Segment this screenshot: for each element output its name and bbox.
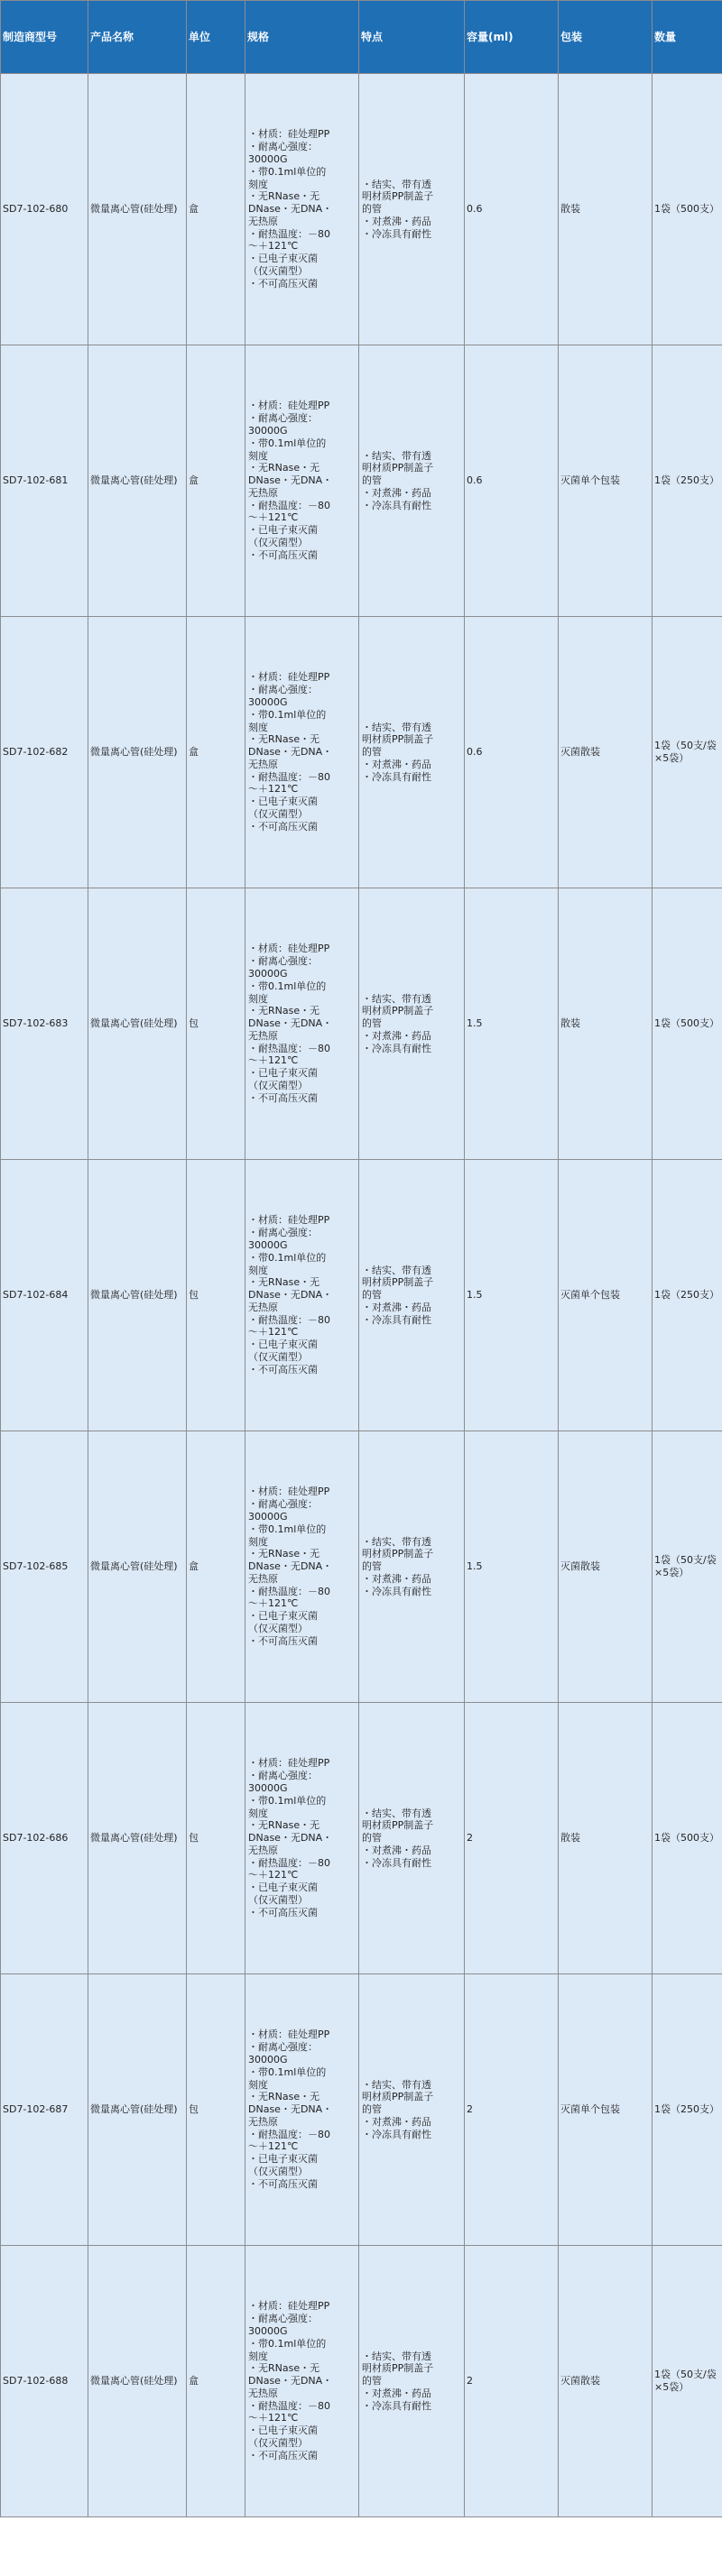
cell-unit: 包 [187, 1974, 245, 2246]
cell-model: SD7-102-684 [1, 1160, 88, 1431]
spec-line: ～＋121℃ [248, 240, 299, 253]
table-row [1, 1974, 722, 2246]
spec-line: ・无RNase・无 [248, 1005, 320, 1017]
spec-line: ・材质：硅处理PP [248, 2029, 330, 2041]
cell-spec [245, 617, 359, 888]
cell-model: SD7-102-687 [1, 1974, 88, 2246]
feature-lines [361, 1808, 462, 1870]
header-unit: 单位 [187, 1, 245, 74]
spec-line: 无热原 [248, 1029, 278, 1042]
spec-line: ・耐离心强度： [248, 412, 318, 425]
feature-line: 的管 [362, 1017, 382, 1030]
feature-line: ・冷冻具有耐性 [362, 1313, 431, 1326]
feature-line: 的管 [362, 1560, 382, 1573]
cell-packing: 灭菌散装 [559, 1431, 653, 1703]
feature-line: ・冷冻具有耐性 [362, 1585, 431, 1597]
table-body [1, 74, 722, 2517]
cell-capacity: 0.6 [465, 74, 559, 345]
cell-capacity: 2 [465, 2246, 559, 2517]
cell-unit: 盒 [187, 345, 245, 617]
cell-feature [359, 617, 465, 888]
cell-feature [359, 1974, 465, 2246]
feature-line: ・结实、带有透 [362, 2078, 431, 2091]
table-row [1, 1703, 722, 1974]
spec-line: ～＋121℃ [248, 2412, 299, 2424]
feature-line: 明材质PP制盖子 [362, 1819, 434, 1832]
cell-quantity: 1袋（250支） [653, 345, 722, 617]
feature-line: ・对煮沸・药品 [362, 215, 431, 227]
spec-line: （仅灭菌型） [248, 1623, 308, 1635]
spec-lines [247, 943, 356, 1104]
spec-line: 无热原 [248, 215, 278, 227]
feature-line: 的管 [362, 1289, 382, 1302]
spec-line: ・不可高压灭菌 [248, 1634, 318, 1647]
spec-line: 30000G [248, 1781, 288, 1794]
spec-line: ・带0.1ml单位的 [248, 1251, 327, 1264]
spec-lines [247, 1486, 356, 1647]
cell-spec [245, 74, 359, 345]
spec-line: ・耐离心强度： [248, 1498, 318, 1511]
spec-line: ・无RNase・无 [248, 1819, 320, 1832]
spec-line: ～＋121℃ [248, 511, 299, 524]
spec-line: ～＋121℃ [248, 1597, 299, 1610]
spec-line: ・耐热温度：－80 [248, 1042, 330, 1054]
feature-lines [361, 1265, 462, 1327]
spec-line: ・材质：硅处理PP [248, 943, 330, 955]
spec-line: ～＋121℃ [248, 1869, 299, 1881]
feature-line: ・对煮沸・药品 [362, 2387, 431, 2399]
spec-line: DNase・无DNA・ [248, 1289, 333, 1302]
spec-lines [247, 400, 356, 561]
cell-spec [245, 1974, 359, 2246]
cell-packing: 灭菌单个包装 [559, 1974, 653, 2246]
cell-feature [359, 1431, 465, 1703]
spec-line: ・带0.1ml单位的 [248, 1794, 327, 1807]
spec-line: DNase・无DNA・ [248, 1832, 333, 1845]
spec-line: ・不可高压灭菌 [248, 1091, 318, 1104]
spec-line: ・不可高压灭菌 [248, 1906, 318, 1918]
cell-unit: 包 [187, 1160, 245, 1431]
cell-product-name: 微量离心管(硅处理) [88, 345, 187, 617]
spec-line: ・材质：硅处理PP [248, 400, 330, 412]
feature-line: ・结实、带有透 [362, 992, 431, 1005]
cell-packing: 散装 [559, 74, 653, 345]
cell-product-name: 微量离心管(硅处理) [88, 1974, 187, 2246]
cell-feature [359, 2246, 465, 2517]
feature-line: ・冷冻具有耐性 [362, 499, 431, 511]
spec-line: ・耐热温度：－80 [248, 1856, 330, 1869]
spec-lines [247, 128, 356, 290]
cell-packing: 灭菌单个包装 [559, 345, 653, 617]
feature-line: 的管 [362, 2375, 382, 2387]
table-row [1, 1160, 722, 1431]
feature-line: ・结实、带有透 [362, 449, 431, 462]
cell-spec [245, 1703, 359, 1974]
spec-lines [247, 671, 356, 833]
feature-line: ・结实、带有透 [362, 2350, 431, 2362]
cell-capacity: 1.5 [465, 1431, 559, 1703]
spec-line: （仅灭菌型） [248, 1351, 308, 1364]
feature-line: 明材质PP制盖子 [362, 2362, 434, 2375]
cell-packing: 灭菌单个包装 [559, 1160, 653, 1431]
cell-packing: 散装 [559, 1703, 653, 1974]
cell-product-name: 微量离心管(硅处理) [88, 1431, 187, 1703]
spec-line: ・耐离心强度： [248, 141, 318, 153]
cell-model: SD7-102-685 [1, 1431, 88, 1703]
cell-packing: 散装 [559, 888, 653, 1160]
cell-model: SD7-102-682 [1, 617, 88, 888]
feature-line: 明材质PP制盖子 [362, 1548, 434, 1560]
spec-line: 30000G [248, 967, 288, 980]
spec-line: 无热原 [248, 2115, 278, 2128]
spec-line: ・无RNase・无 [248, 1276, 320, 1289]
cell-model: SD7-102-680 [1, 74, 88, 345]
feature-line: ・对煮沸・药品 [362, 1301, 431, 1313]
feature-line: ・结实、带有透 [362, 1264, 431, 1276]
feature-line: 明材质PP制盖子 [362, 190, 434, 203]
spec-line: 刻度 [248, 2350, 268, 2362]
spec-line: ・耐热温度：－80 [248, 227, 330, 240]
spec-line: 刻度 [248, 1535, 268, 1548]
spec-line: （仅灭菌型） [248, 1080, 308, 1092]
feature-line: 明材质PP制盖子 [362, 1005, 434, 1017]
cell-model: SD7-102-683 [1, 888, 88, 1160]
cell-packing: 灭菌散装 [559, 2246, 653, 2517]
spec-line: 无热原 [248, 486, 278, 499]
cell-feature [359, 74, 465, 345]
spec-line: ・已电子束灭菌 [248, 1881, 318, 1894]
cell-capacity: 0.6 [465, 345, 559, 617]
spec-line: ～＋121℃ [248, 1326, 299, 1339]
feature-line: 的管 [362, 2103, 382, 2116]
spec-line: ・带0.1ml单位的 [248, 2065, 327, 2078]
spec-line: DNase・无DNA・ [248, 1560, 333, 1573]
spec-line: DNase・无DNA・ [248, 474, 333, 487]
spec-line: 无热原 [248, 1844, 278, 1856]
spec-line: 无热原 [248, 1572, 278, 1585]
spec-line: ・材质：硅处理PP [248, 1214, 330, 1227]
spec-line: ・不可高压灭菌 [248, 2177, 318, 2190]
header-product-name: 产品名称 [88, 1, 187, 74]
spec-line: ・材质：硅处理PP [248, 1757, 330, 1770]
spec-line: ・无RNase・无 [248, 1548, 320, 1560]
cell-product-name: 微量离心管(硅处理) [88, 888, 187, 1160]
spec-line: ・耐热温度：－80 [248, 499, 330, 511]
spec-line: 无热原 [248, 1301, 278, 1313]
spec-lines [247, 1757, 356, 1918]
spec-line: ・无RNase・无 [248, 2362, 320, 2375]
feature-lines [361, 722, 462, 784]
spec-line: ・已电子束灭菌 [248, 524, 318, 537]
spec-line: 刻度 [248, 2078, 268, 2091]
spec-line: 刻度 [248, 721, 268, 733]
cell-capacity: 2 [465, 1703, 559, 1974]
spec-lines [247, 2300, 356, 2461]
feature-lines [361, 1536, 462, 1598]
cell-feature [359, 345, 465, 617]
feature-lines [361, 450, 462, 512]
header-quantity: 数量 [653, 1, 722, 74]
spec-line: ・不可高压灭菌 [248, 548, 318, 561]
spec-line: ・带0.1ml单位的 [248, 165, 327, 178]
cell-quantity: 1袋（50支/袋×5袋） [653, 617, 722, 888]
spec-line: ・无RNase・无 [248, 2091, 320, 2103]
cell-quantity: 1袋（50支/袋×5袋） [653, 2246, 722, 2517]
feature-line: ・结实、带有透 [362, 721, 431, 733]
header-row [1, 1, 722, 74]
spec-line: ・不可高压灭菌 [248, 1363, 318, 1375]
spec-line: ・带0.1ml单位的 [248, 2337, 327, 2350]
cell-feature [359, 888, 465, 1160]
feature-line: 的管 [362, 746, 382, 759]
spec-line: ・不可高压灭菌 [248, 2449, 318, 2461]
cell-unit: 盒 [187, 2246, 245, 2517]
feature-line: 明材质PP制盖子 [362, 462, 434, 474]
cell-spec [245, 2246, 359, 2517]
spec-line: ・材质：硅处理PP [248, 671, 330, 684]
feature-line: ・冷冻具有耐性 [362, 1042, 431, 1054]
table-row [1, 617, 722, 888]
spec-line: 刻度 [248, 178, 268, 190]
spec-line: 刻度 [248, 992, 268, 1005]
spec-line: ・耐离心强度： [248, 955, 318, 968]
cell-model: SD7-102-681 [1, 345, 88, 617]
spec-line: （仅灭菌型） [248, 1894, 308, 1907]
cell-quantity: 1袋（500支） [653, 1703, 722, 1974]
spec-line: ・已电子束灭菌 [248, 796, 318, 808]
header-spec: 规格 [245, 1, 359, 74]
spec-line: ・耐热温度：－80 [248, 2128, 330, 2140]
cell-quantity: 1袋（500支） [653, 888, 722, 1160]
feature-line: ・结实、带有透 [362, 178, 431, 190]
cell-quantity: 1袋（500支） [653, 74, 722, 345]
feature-line: ・冷冻具有耐性 [362, 1856, 431, 1869]
spec-line: ・已电子束灭菌 [248, 2424, 318, 2437]
spec-line: （仅灭菌型） [248, 2166, 308, 2178]
spec-line: 30000G [248, 2324, 288, 2337]
feature-lines [361, 993, 462, 1055]
spec-line: ・已电子束灭菌 [248, 1610, 318, 1623]
spec-line: 30000G [248, 1510, 288, 1523]
cell-unit: 盒 [187, 1431, 245, 1703]
feature-line: 明材质PP制盖子 [362, 733, 434, 746]
cell-product-name: 微量离心管(硅处理) [88, 74, 187, 345]
feature-line: ・对煮沸・药品 [362, 1029, 431, 1042]
spec-lines [247, 2029, 356, 2190]
table-row [1, 2246, 722, 2517]
cell-feature [359, 1160, 465, 1431]
spec-line: （仅灭菌型） [248, 2437, 308, 2450]
spec-line: 无热原 [248, 758, 278, 770]
spec-line: ・耐离心强度： [248, 2041, 318, 2054]
spec-line: ・耐离心强度： [248, 2313, 318, 2325]
feature-lines [361, 179, 462, 241]
table-row [1, 1431, 722, 1703]
spec-line: ・材质：硅处理PP [248, 1486, 330, 1498]
spec-line: ～＋121℃ [248, 783, 299, 796]
cell-spec [245, 1431, 359, 1703]
table-row [1, 345, 722, 617]
feature-line: ・对煮沸・药品 [362, 1844, 431, 1856]
spec-line: ・带0.1ml单位的 [248, 437, 327, 449]
cell-model: SD7-102-686 [1, 1703, 88, 1974]
spec-line: ・已电子束灭菌 [248, 1067, 318, 1080]
spec-line: （仅灭菌型） [248, 265, 308, 278]
spec-line: 30000G [248, 695, 288, 708]
feature-line: ・冷冻具有耐性 [362, 2399, 431, 2412]
cell-packing: 灭菌散装 [559, 617, 653, 888]
feature-line: ・对煮沸・药品 [362, 2115, 431, 2128]
spec-line: 30000G [248, 1238, 288, 1251]
cell-product-name: 微量离心管(硅处理) [88, 617, 187, 888]
spec-line: ・带0.1ml单位的 [248, 980, 327, 992]
cell-model: SD7-102-688 [1, 2246, 88, 2517]
spec-line: ・耐热温度：－80 [248, 1585, 330, 1597]
cell-unit: 盒 [187, 74, 245, 345]
feature-line: 明材质PP制盖子 [362, 1276, 434, 1289]
spec-line: 30000G [248, 424, 288, 437]
header-packing: 包装 [559, 1, 653, 74]
spec-line: ・材质：硅处理PP [248, 128, 330, 141]
header-model: 制造商型号 [1, 1, 88, 74]
spec-line: 无热原 [248, 2387, 278, 2399]
spec-line: DNase・无DNA・ [248, 746, 333, 759]
cell-product-name: 微量离心管(硅处理) [88, 1703, 187, 1974]
cell-spec [245, 888, 359, 1160]
cell-capacity: 1.5 [465, 1160, 559, 1431]
spec-line: 刻度 [248, 1264, 268, 1276]
feature-line: 明材质PP制盖子 [362, 2091, 434, 2103]
header-capacity: 容量(ml) [465, 1, 559, 74]
table-row [1, 888, 722, 1160]
cell-capacity: 1.5 [465, 888, 559, 1160]
feature-lines [361, 2079, 462, 2141]
spec-line: ・已电子束灭菌 [248, 1339, 318, 1351]
spec-line: ・带0.1ml单位的 [248, 708, 327, 721]
feature-line: 的管 [362, 1832, 382, 1845]
spec-line: DNase・无DNA・ [248, 203, 333, 216]
spec-line: ・已电子束灭菌 [248, 253, 318, 265]
cell-quantity: 1袋（50支/袋×5袋） [653, 1431, 722, 1703]
spec-line: 30000G [248, 2053, 288, 2065]
feature-line: ・冷冻具有耐性 [362, 227, 431, 240]
feature-line: ・冷冻具有耐性 [362, 770, 431, 783]
feature-line: ・对煮沸・药品 [362, 486, 431, 499]
spec-line: ・耐离心强度： [248, 1227, 318, 1239]
feature-line: ・冷冻具有耐性 [362, 2128, 431, 2140]
cell-spec [245, 1160, 359, 1431]
spec-line: 刻度 [248, 449, 268, 462]
table-row [1, 74, 722, 345]
spec-line: ・不可高压灭菌 [248, 820, 318, 833]
cell-feature [359, 1703, 465, 1974]
spec-line: （仅灭菌型） [248, 808, 308, 821]
cell-product-name: 微量离心管(硅处理) [88, 2246, 187, 2517]
spec-line: ・材质：硅处理PP [248, 2300, 330, 2313]
spec-line: DNase・无DNA・ [248, 2103, 333, 2116]
spec-line: ・耐热温度：－80 [248, 2399, 330, 2412]
cell-spec [245, 345, 359, 617]
spec-line: ・耐离心强度： [248, 684, 318, 696]
spec-line: ・无RNase・无 [248, 462, 320, 474]
spec-lines [247, 1214, 356, 1375]
spec-line: ～＋121℃ [248, 2140, 299, 2153]
spec-line: 刻度 [248, 1807, 268, 1819]
cell-quantity: 1袋（250支） [653, 1974, 722, 2246]
spec-line: ・无RNase・无 [248, 733, 320, 746]
spec-line: ・带0.1ml单位的 [248, 1523, 327, 1535]
cell-unit: 盒 [187, 617, 245, 888]
spec-line: DNase・无DNA・ [248, 2375, 333, 2387]
spec-line: 30000G [248, 152, 288, 165]
spec-line: DNase・无DNA・ [248, 1017, 333, 1030]
cell-quantity: 1袋（250支） [653, 1160, 722, 1431]
feature-line: 的管 [362, 203, 382, 216]
feature-lines [361, 2351, 462, 2413]
feature-line: 的管 [362, 474, 382, 487]
spec-line: ～＋121℃ [248, 1054, 299, 1067]
feature-line: ・结实、带有透 [362, 1535, 431, 1548]
spec-line: ・已电子束灭菌 [248, 2153, 318, 2166]
cell-capacity: 0.6 [465, 617, 559, 888]
feature-line: ・结实、带有透 [362, 1807, 431, 1819]
header-feature: 特点 [359, 1, 465, 74]
spec-line: ・无RNase・无 [248, 190, 320, 203]
feature-line: ・对煮沸・药品 [362, 1572, 431, 1585]
feature-line: ・对煮沸・药品 [362, 758, 431, 770]
spec-line: ・不可高压灭菌 [248, 277, 318, 290]
spec-line: （仅灭菌型） [248, 537, 308, 549]
cell-unit: 包 [187, 888, 245, 1160]
cell-product-name: 微量离心管(硅处理) [88, 1160, 187, 1431]
spec-line: ・耐热温度：－80 [248, 770, 330, 783]
spec-line: ・耐离心强度： [248, 1770, 318, 1782]
cell-unit: 包 [187, 1703, 245, 1974]
spec-line: ・耐热温度：－80 [248, 1313, 330, 1326]
cell-capacity: 2 [465, 1974, 559, 2246]
